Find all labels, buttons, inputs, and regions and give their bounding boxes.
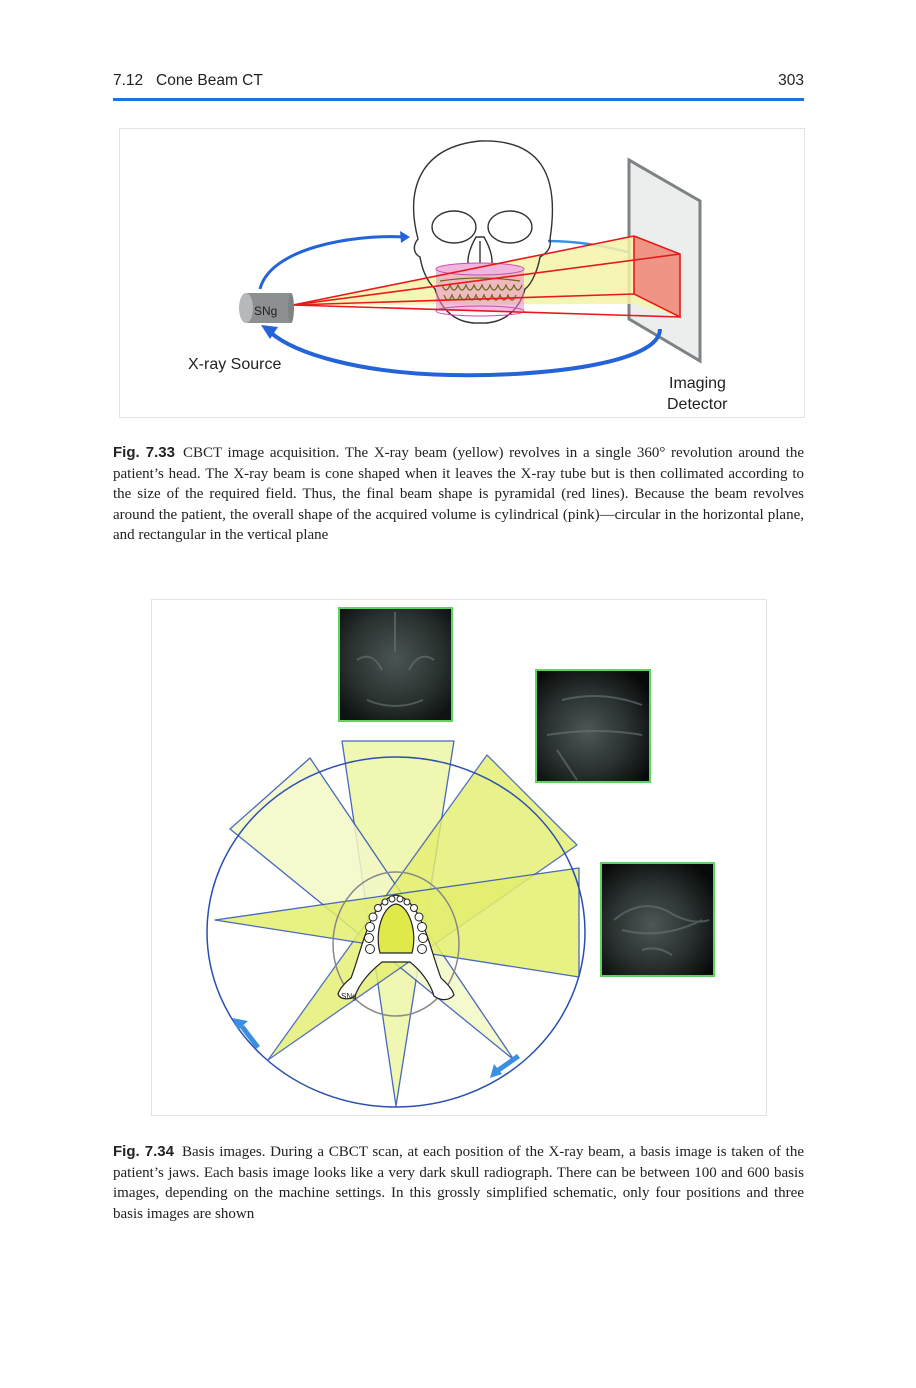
source-marker-label: SNg: [341, 992, 357, 1001]
caption-text: Basis images. During a CBCT scan, at each position of the X-ray beam, a basis image is taken of the patient’s jaws. Each basis image looks like a very dark skull radiograph. There can be between 100 and 600 basis images, depending on the machine settings. In this grossly simplified schematic, only four positions and three basis images are shown: [113, 1144, 804, 1222]
figure-label: Fig. 7.34: [113, 1143, 174, 1160]
page-number: 303: [778, 72, 804, 89]
running-head: [113, 72, 804, 94]
caption-text: CBCT image acquisition. The X-ray beam (yellow) revolves in a single 360° revolution around the patient’s head. The X-ray beam is cone shaped when it leaves the X-ray tube but is then collimated according to the size of the required field. Thus, the final beam shape is pyramidal (red lines). Because the beam revolves around the patient, the overall shape of the acquired volume is cylindrical (pink)—circular in the horizontal plane, and rectangular in the vertical plane: [113, 445, 804, 543]
basis-image-frontal: [339, 608, 452, 721]
basis-image-oblique: [536, 670, 650, 782]
section-number: 7.12: [113, 72, 144, 89]
figure-caption-7-33: [113, 443, 804, 546]
figure-caption-7-34: [113, 1142, 804, 1224]
section-title: Cone Beam CT: [156, 72, 263, 89]
figure-basis-images: [151, 599, 767, 1116]
detector-label-line1: Imaging: [669, 375, 726, 392]
orbit-arrow-upper-left: [260, 237, 405, 289]
source-marker-label: SNg: [254, 304, 278, 318]
orbit-arrow-lower: [270, 329, 660, 375]
basis-image-lateral: [601, 863, 714, 976]
figure-cbct-acquisition: [119, 128, 805, 418]
xray-source-label: X-ray Source: [188, 356, 282, 373]
figure-label: Fig. 7.33: [113, 444, 175, 461]
arrowhead-icon: [400, 231, 410, 243]
detector-label-line2: Detector: [667, 396, 728, 413]
rotation-arrow-left: [232, 1018, 260, 1049]
header-rule: [113, 98, 804, 101]
